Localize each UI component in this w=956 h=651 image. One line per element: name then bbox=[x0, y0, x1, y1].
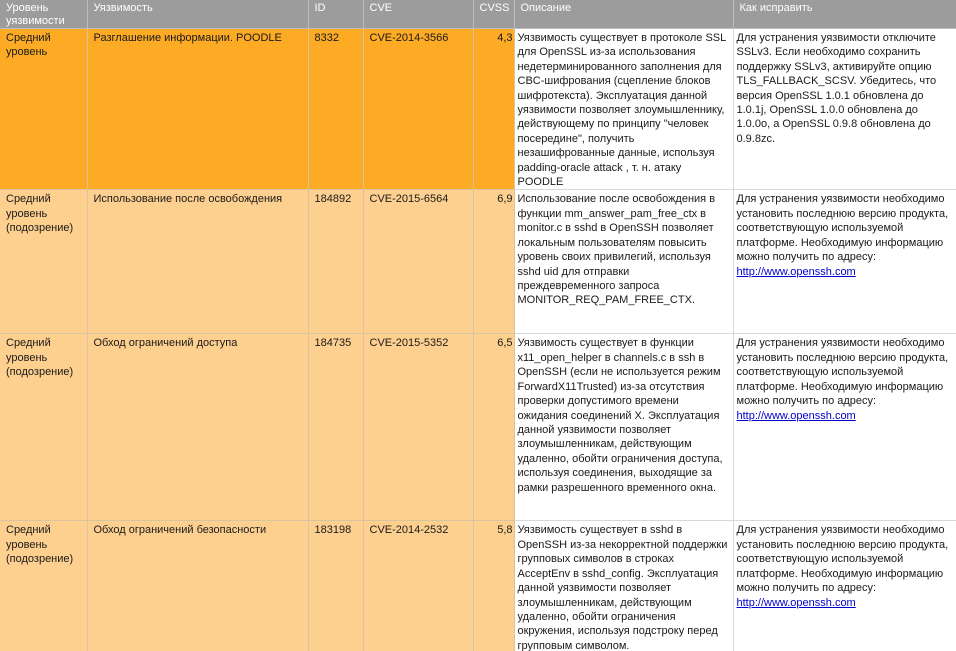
cell-cvss[interactable]: 4,3 bbox=[473, 29, 514, 190]
cell-fix[interactable] bbox=[733, 334, 956, 521]
table-row bbox=[0, 521, 956, 651]
cell-cve[interactable]: CVE-2014-3566 bbox=[363, 29, 473, 190]
table-row bbox=[0, 29, 956, 190]
header-row bbox=[0, 0, 956, 29]
cell-description[interactable]: Уязвимость существует в протоколе SSL для OpenSSL из-за использования недетерминированного заполнения для CBC-шифрования (сцепление блоков шифротекста). Эксплуатация данной уязвимости позволяет злоумышленнику, действующему по принципу "человек посередине", получить незашифрованные данные, используя padding-oracle attack , т. н. атаку POODLE bbox=[514, 29, 733, 190]
cell-id[interactable]: 184735 bbox=[308, 334, 363, 521]
cell-level[interactable]: Средний уровень bbox=[0, 29, 87, 190]
cell-description[interactable]: Уязвимость существует в sshd в OpenSSH из-за некорректной поддержки групповых символов в строках AcceptEnv в sshd_config. Эксплуатация данной уязвимости позволяет злоумышленникам, действующим удаленно, обойти ограничения окружения, используя подстроку перед групповым символом. bbox=[514, 521, 733, 651]
fix-text: Для устранения уязвимости необходимо установить последнюю версию продукта, соответствующую используемой платформе. Необходимую информацию можно получить по адресу: bbox=[736, 337, 949, 408]
cell-id[interactable]: 184892 bbox=[308, 190, 363, 334]
column-header-description[interactable]: Описание bbox=[514, 0, 733, 29]
cell-vulnerability[interactable]: Разглашение информации. POODLE bbox=[87, 29, 308, 190]
fix-text: Для устранения уязвимости необходимо установить последнюю версию продукта, соответствующую используемой платформе. Необходимую информацию можно получить по адресу: bbox=[736, 193, 949, 264]
cell-fix[interactable] bbox=[733, 190, 956, 334]
table-row bbox=[0, 334, 956, 521]
table-row bbox=[0, 190, 956, 334]
cell-vulnerability[interactable]: Использование после освобождения bbox=[87, 190, 308, 334]
fix-link[interactable]: http://www.openssh.com bbox=[736, 409, 856, 422]
cell-cvss[interactable]: 6,5 bbox=[473, 334, 514, 521]
fix-text: Для устранения уязвимости отключите SSLv3. Если необходимо сохранить поддержку SSLv3, активируйте опцию TLS_FALLBACK_SCSV. Убедитесь, что версия OpenSSL 1.0.1 обновлена до 1.0.1j, OpenSSL 1.0.0 обновлена до 1.0.0o, а OpenSSL 0.9.8 обновлена до 0.9.8zc. bbox=[736, 32, 937, 145]
fix-link[interactable]: http://www.openssh.com bbox=[736, 265, 856, 278]
fix-link[interactable]: http://www.openssh.com bbox=[736, 596, 856, 609]
cell-vulnerability[interactable]: Обход ограничений безопасности bbox=[87, 521, 308, 651]
cell-id[interactable]: 183198 bbox=[308, 521, 363, 651]
cell-fix[interactable] bbox=[733, 29, 956, 190]
cell-cvss[interactable]: 6,9 bbox=[473, 190, 514, 334]
cell-description[interactable]: Уязвимость существует в функции x11_open_helper в channels.c в ssh в OpenSSH (если не используется режим ForwardX11Trusted) из-за отсутствия проверки допустимого времени ожидания соединений X. Эксплуатация данной уязвимости позволяет злоумышленникам, действующим удаленно, обойти ограничения доступа, используя соединения, выходящие за рамки разрешенного временного окна. bbox=[514, 334, 733, 521]
cell-cve[interactable]: CVE-2014-2532 bbox=[363, 521, 473, 651]
cell-id[interactable]: 8332 bbox=[308, 29, 363, 190]
cell-cve[interactable]: CVE-2015-5352 bbox=[363, 334, 473, 521]
column-header-id[interactable]: ID bbox=[308, 0, 363, 29]
cell-description[interactable]: Использование после освобождения в функции mm_answer_pam_free_ctx в monitor.c в sshd в OpenSSH позволяет локальным пользователям повысить уровень своих привилегий, используя sshd uid для отправки преждевременного запроса MONITOR_REQ_PAM_FREE_CTX. bbox=[514, 190, 733, 334]
column-header-fix[interactable]: Как исправить bbox=[733, 0, 956, 29]
cell-cvss[interactable]: 5,8 bbox=[473, 521, 514, 651]
cell-level[interactable]: Средний уровень (подозрение) bbox=[0, 334, 87, 521]
fix-text: Для устранения уязвимости необходимо установить последнюю версию продукта, соответствующую используемой платформе. Необходимую информацию можно получить по адресу: bbox=[736, 524, 949, 595]
cell-cve[interactable]: CVE-2015-6564 bbox=[363, 190, 473, 334]
column-header-level[interactable]: Уровень уязвимости bbox=[0, 0, 87, 29]
column-header-vulnerability[interactable]: Уязвимость bbox=[87, 0, 308, 29]
cell-vulnerability[interactable]: Обход ограничений доступа bbox=[87, 334, 308, 521]
column-header-cvss[interactable]: CVSS bbox=[473, 0, 514, 29]
cell-level[interactable]: Средний уровень (подозрение) bbox=[0, 190, 87, 334]
cell-level[interactable]: Средний уровень (подозрение) bbox=[0, 521, 87, 651]
cell-fix[interactable] bbox=[733, 521, 956, 651]
column-header-cve[interactable]: CVE bbox=[363, 0, 473, 29]
